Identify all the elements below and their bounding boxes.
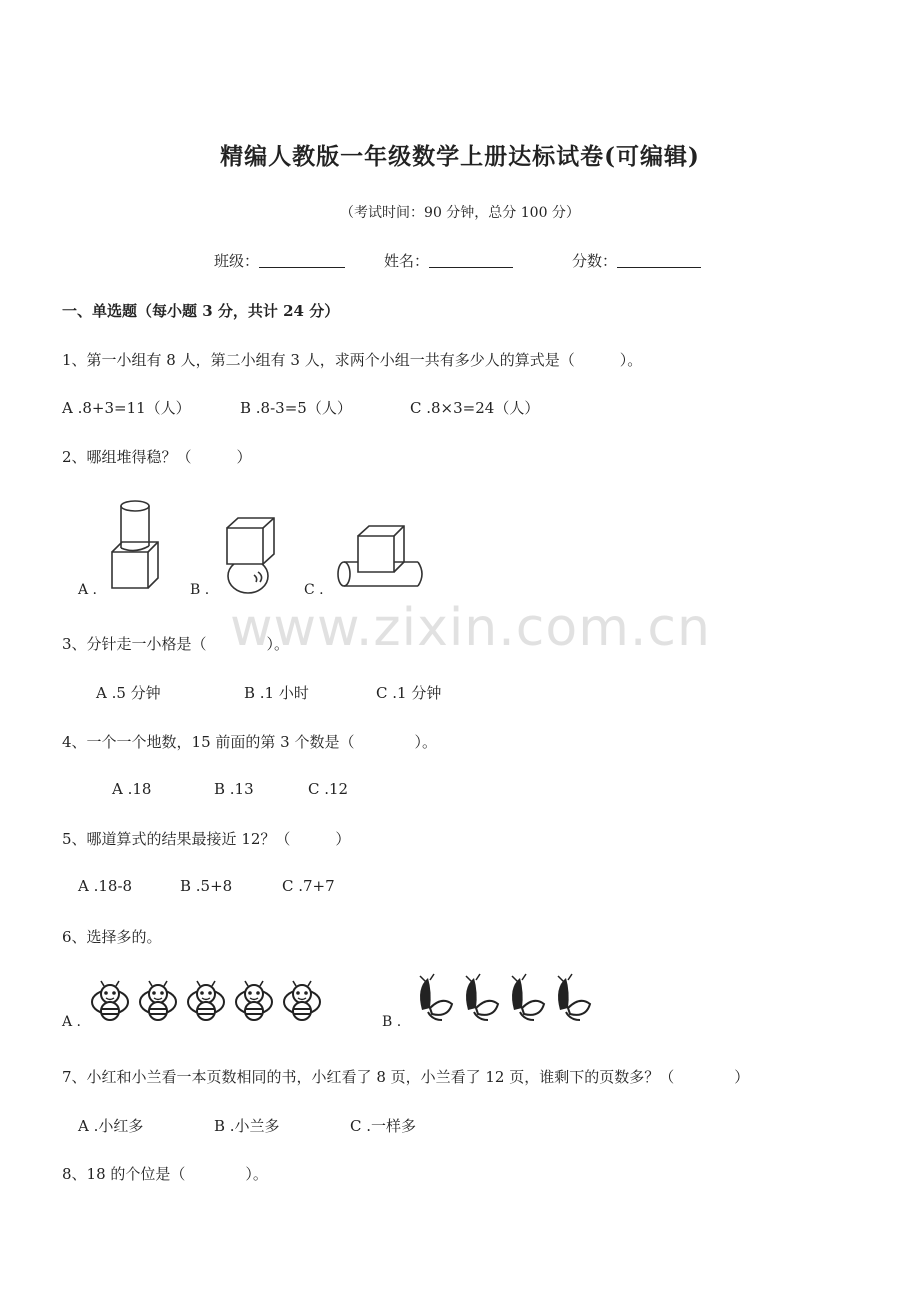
question-5: 5、哪道算式的结果最接近 12？（ ） xyxy=(62,830,351,848)
bee-icon xyxy=(236,981,272,1020)
q7-option-c[interactable]: C .一样多 xyxy=(350,1117,417,1135)
q5-option-b[interactable]: B .5+8 xyxy=(180,877,233,895)
butterfly-icon xyxy=(466,974,498,1020)
question-2: 2、哪组堆得稳？（ ） xyxy=(62,448,252,466)
butterfly-icon xyxy=(512,974,544,1020)
score-field xyxy=(572,250,701,271)
bee-icon xyxy=(188,981,224,1020)
question-4: 4、一个一个地数，15 前面的第 3 个数是（ ）。 xyxy=(62,733,437,751)
watermark: www.zixin.com.cn xyxy=(230,598,711,658)
q2-option-c[interactable]: C . xyxy=(304,582,324,598)
butterfly-group xyxy=(412,974,602,1026)
q3-option-b[interactable]: B .1 小时 xyxy=(244,684,309,702)
name-field xyxy=(384,250,513,271)
score-blank[interactable] xyxy=(617,253,701,268)
q5-option-c[interactable]: C .7+7 xyxy=(282,877,335,895)
page-title: 精编人教版一年级数学上册达标试卷(可编辑) xyxy=(220,143,700,170)
butterfly-icon xyxy=(420,974,452,1020)
name-label: 姓名： xyxy=(384,252,430,270)
q2-option-a[interactable]: A . xyxy=(78,582,98,598)
score-label: 分数： xyxy=(572,252,618,270)
q1-option-b[interactable]: B .8-3=5（人） xyxy=(240,399,352,417)
q1-option-c[interactable]: C .8×3=24（人） xyxy=(410,399,540,417)
cube-on-cylinder-icon xyxy=(334,518,430,592)
q5-option-a[interactable]: A .18-8 xyxy=(78,877,133,895)
class-field xyxy=(214,250,345,271)
exam-info: （考试时间：90 分钟，总分 100 分） xyxy=(340,205,580,221)
q7-option-b[interactable]: B .小兰多 xyxy=(214,1117,280,1135)
q4-option-a[interactable]: A .18 xyxy=(112,780,152,798)
section-heading: 一、单选题（每小题 3 分，共计 24 分） xyxy=(62,302,340,320)
question-6: 6、选择多的。 xyxy=(62,928,162,946)
bee-group xyxy=(90,978,330,1026)
q1-option-a[interactable]: A .8+3=11（人） xyxy=(62,399,191,417)
bee-icon xyxy=(92,981,128,1020)
question-3: 3、分针走一小格是（ ）。 xyxy=(62,635,290,653)
q4-option-b[interactable]: B .13 xyxy=(214,780,254,798)
bee-icon xyxy=(140,981,176,1020)
class-blank[interactable] xyxy=(259,253,345,268)
q6-option-a[interactable]: A . xyxy=(62,1014,82,1030)
class-label: 班级： xyxy=(214,252,260,270)
q2-option-b[interactable]: B . xyxy=(190,582,210,598)
butterfly-icon xyxy=(558,974,590,1020)
q4-option-c[interactable]: C .12 xyxy=(308,780,349,798)
q3-option-a[interactable]: A .5 分钟 xyxy=(96,684,161,702)
q7-option-a[interactable]: A .小红多 xyxy=(78,1117,144,1135)
q6-option-b[interactable]: B . xyxy=(382,1014,402,1030)
bee-icon xyxy=(284,981,320,1020)
cylinder-on-cube-icon xyxy=(104,496,164,592)
cube-on-ball-icon xyxy=(218,514,284,596)
name-blank[interactable] xyxy=(429,253,513,268)
question-1: 1、第一小组有 8 人，第二小组有 3 人，求两个小组一共有多少人的算式是（ ）。 xyxy=(62,351,643,369)
question-8: 8、18 的个位是（ ）。 xyxy=(62,1165,268,1183)
question-7: 7、小红和小兰看一本页数相同的书，小红看了 8 页，小兰看了 12 页，谁剩下的页数多？（ ） xyxy=(62,1068,750,1086)
q3-option-c[interactable]: C .1 分钟 xyxy=(376,684,442,702)
